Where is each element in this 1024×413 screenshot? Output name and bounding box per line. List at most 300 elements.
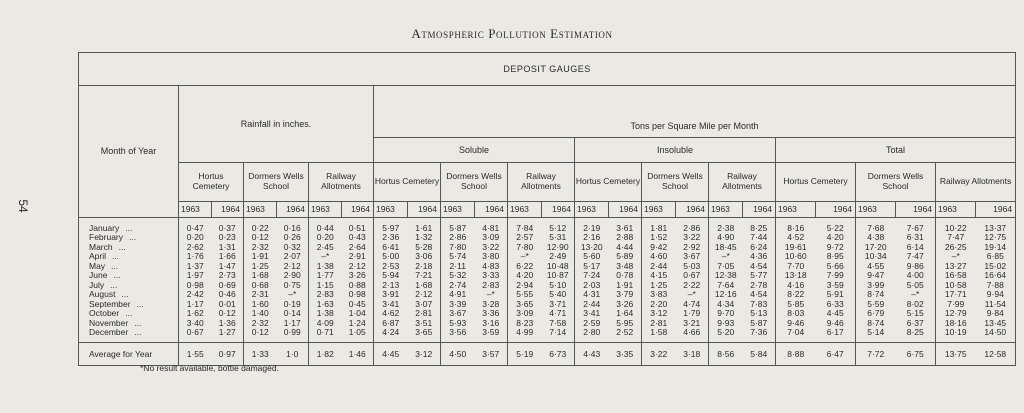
table-cell: 3·09 <box>508 309 542 319</box>
table-cell: 18·45 <box>709 242 743 252</box>
table-cell: 2·53 <box>374 261 408 271</box>
month-label: September <box>89 298 131 309</box>
table-cell: 7·83 <box>750 298 768 309</box>
table-cell: 6·22 <box>508 261 542 271</box>
table-cell: 3·12 <box>642 309 676 319</box>
table-cell: 0·19 <box>283 298 301 309</box>
year-1964-header: 1964 <box>743 202 776 218</box>
table-cell: 3·35 <box>609 343 642 366</box>
table-cell: 9·42 <box>642 242 676 252</box>
table-cell: 2·52 <box>616 327 634 337</box>
table-cell: 5·40 <box>549 289 567 299</box>
table-cell: 3·22 <box>683 232 701 242</box>
table-cell: 1·91 <box>616 279 634 290</box>
table-cell: 0·71 <box>309 328 342 343</box>
table-cell: 3·41 <box>575 309 609 319</box>
site-hortus: Hortus Cemetery <box>374 163 441 202</box>
year-1963-header: 1963 <box>575 202 609 218</box>
table-cell: 4·36 <box>750 251 768 261</box>
table-cell: 1·64 <box>616 308 634 318</box>
table-cell: 0·51 <box>348 222 366 233</box>
table-cell: 15·02 <box>976 261 1016 271</box>
table-cell: 5·87 <box>441 218 475 233</box>
year-1964-header: 1964 <box>609 202 642 218</box>
table-cell: 7·24 <box>575 271 609 281</box>
table-cell: 17·20 <box>856 242 896 252</box>
table-cell: 0·20 <box>309 233 342 243</box>
month-label: July <box>89 279 105 290</box>
table-cell: 9·47 <box>856 271 896 281</box>
table-cell: 1·66 <box>218 251 236 261</box>
table-cell: –* <box>486 289 495 299</box>
table-cell: 2·03 <box>575 280 609 290</box>
table-cell: 7·70 <box>776 261 816 271</box>
table-cell: 5·97 <box>374 218 408 233</box>
table-cell: 5·87 <box>750 317 768 328</box>
year-1963-header: 1963 <box>244 202 277 218</box>
site-dormers: Dormers Wells School <box>642 163 709 202</box>
table-cell: 3·40 <box>179 318 212 328</box>
table-cell: 5·85 <box>776 299 816 309</box>
table-cell: 6·37 <box>906 317 924 328</box>
table-cell: –* <box>687 289 696 299</box>
table-cell: 1·62 <box>179 309 212 319</box>
year-1964-header: 1964 <box>408 202 441 218</box>
table-cell: 2·45 <box>309 242 342 252</box>
table-cell: 1·68 <box>415 279 433 290</box>
table-cell: 10·19 <box>936 328 976 343</box>
year-1963-header: 1963 <box>936 202 976 218</box>
table-row <box>79 218 1016 233</box>
table-cell: 12·16 <box>709 290 743 300</box>
table-cell: 1·58 <box>642 328 676 343</box>
year-1964-header: 1964 <box>976 202 1016 218</box>
table-row <box>79 328 1016 343</box>
leader-dots: ... <box>111 260 119 271</box>
table-cell: 4·81 <box>482 222 500 233</box>
year-1964-header: 1964 <box>896 202 936 218</box>
table-cell: 13·27 <box>936 261 976 271</box>
table-cell: 6·41 <box>374 242 408 252</box>
table-cell: 4·60 <box>642 252 676 262</box>
table-cell: 0·67 <box>683 270 701 280</box>
table-cell: 5·32 <box>441 271 475 281</box>
table-cell: 3·71 <box>549 298 567 309</box>
table-cell: 0·23 <box>218 232 236 242</box>
table-cell: 10·34 <box>856 252 896 262</box>
table-cell: 3·99 <box>856 280 896 290</box>
table-cell: 2·83 <box>309 290 342 300</box>
table-cell: 1·77 <box>309 271 342 281</box>
table-cell: 1·27 <box>218 327 236 337</box>
table-cell: 17·71 <box>936 290 976 300</box>
table-cell: 3·59 <box>826 279 844 290</box>
table-cell: 1·60 <box>244 299 277 309</box>
table-cell: 7·67 <box>906 222 924 233</box>
table-cell: 0·88 <box>348 279 366 290</box>
table-cell: 9·70 <box>709 309 743 319</box>
table-cell: 1·47 <box>218 260 236 271</box>
table-cell: 7·14 <box>549 327 567 337</box>
table-cell: –* <box>936 252 976 262</box>
table-cell: 3·16 <box>482 317 500 328</box>
table-cell: 2·83 <box>482 279 500 290</box>
table-cell: 2·11 <box>441 261 475 271</box>
table-cell: 5·60 <box>575 252 609 262</box>
table-cell: 2·62 <box>179 242 212 252</box>
table-cell: 1·61 <box>415 222 433 233</box>
soluble-header: Soluble <box>374 138 575 163</box>
table-cell: 5·84 <box>743 343 776 366</box>
year-1964-header: 1964 <box>342 202 374 218</box>
table-cell: 10·48 <box>546 260 569 271</box>
table-cell: 4·90 <box>709 233 743 243</box>
table-cell: 6·33 <box>826 298 844 309</box>
table-cell: 5·03 <box>683 260 701 271</box>
table-cell: 13·45 <box>976 318 1016 328</box>
table-cell: 0·69 <box>218 279 236 290</box>
table-cell: 7·04 <box>776 328 816 343</box>
table-cell: 1·76 <box>179 252 212 262</box>
table-cell: 2·86 <box>441 233 475 243</box>
table-cell: 10·58 <box>936 280 976 290</box>
table-cell: 3·21 <box>683 317 701 328</box>
leader-dots: ... <box>125 222 133 233</box>
table-cell: 14·50 <box>976 328 1016 343</box>
table-cell: 3·59 <box>482 327 500 337</box>
table-cell: 5·89 <box>616 251 634 261</box>
table-cell: 0·14 <box>283 308 301 318</box>
table-cell: 4·52 <box>776 233 816 243</box>
table-cell: 4·45 <box>826 308 844 318</box>
table-cell: 4·16 <box>776 280 816 290</box>
year-1963-header: 1963 <box>508 202 542 218</box>
table-cell: 1·33 <box>244 343 277 366</box>
month-label: January <box>89 222 120 233</box>
table-cell: 4·54 <box>750 260 768 271</box>
table-cell: 1·68 <box>244 271 277 281</box>
table-cell: 1·0 <box>277 343 309 366</box>
leader-dots: ... <box>134 317 142 328</box>
table-cell: 3·18 <box>676 343 709 366</box>
table-cell: 12·58 <box>976 343 1016 366</box>
table-cell: 8·16 <box>776 218 816 233</box>
table-cell: 3·79 <box>616 289 634 299</box>
year-1964-header: 1964 <box>542 202 575 218</box>
month-label: April <box>89 251 107 261</box>
table-cell: 6·75 <box>896 343 936 366</box>
table-cell: 9·86 <box>906 260 924 271</box>
site-dormers: Dormers Wells School <box>244 163 309 202</box>
table-cell: 0·99 <box>283 327 301 337</box>
table-cell: –* <box>508 252 542 262</box>
site-hortus: Hortus Cemetery <box>575 163 642 202</box>
table-cell: 10·60 <box>776 252 816 262</box>
leader-dots: ... <box>134 327 142 337</box>
page-title: Atmospheric Pollution Estimation <box>411 26 613 41</box>
table-cell: 0·68 <box>244 280 277 290</box>
table-cell: 3·28 <box>482 298 500 309</box>
table-cell: 12·90 <box>546 241 569 252</box>
table-row <box>79 252 1016 262</box>
tons-header: Tons per Square Mile per Month <box>374 86 1016 138</box>
table-cell: 2·18 <box>415 260 433 271</box>
site-railway: Railway Allotments <box>508 163 575 202</box>
table-cell: 19·14 <box>976 242 1016 252</box>
table-cell: 4·15 <box>642 271 676 281</box>
table-cell: 3·06 <box>415 251 433 261</box>
month-label: June <box>89 270 108 280</box>
table-cell: 0·46 <box>218 289 236 299</box>
table-cell: 1·97 <box>179 271 212 281</box>
table-cell: 7·64 <box>709 280 743 290</box>
year-1963-header: 1963 <box>856 202 896 218</box>
leader-dots: ... <box>110 279 118 290</box>
year-1964-header: 1964 <box>475 202 508 218</box>
table-cell: 1·04 <box>348 308 366 318</box>
table-cell: 6·31 <box>906 232 924 242</box>
table-cell: 2·32 <box>244 318 277 328</box>
table-cell: 1·31 <box>218 241 236 252</box>
site-hortus: Hortus Cemetery <box>776 163 856 202</box>
table-cell: 4·62 <box>374 309 408 319</box>
table-cell: 2·73 <box>218 270 236 280</box>
table-cell: 5·74 <box>441 252 475 262</box>
table-cell: 0·32 <box>283 241 301 252</box>
table-cell: 3·26 <box>348 270 366 280</box>
table-cell: 4·20 <box>826 232 844 242</box>
table-cell: 0·97 <box>212 343 244 366</box>
table-cell: 12·75 <box>976 233 1016 243</box>
table-cell: 7·47 <box>906 251 924 261</box>
table-cell: 13·37 <box>976 218 1016 233</box>
table-cell: 4·00 <box>906 270 924 280</box>
table-cell: 12·79 <box>936 309 976 319</box>
table-cell: 3·51 <box>415 317 433 328</box>
table-cell: 1·52 <box>642 233 676 243</box>
table-cell: 4·43 <box>575 343 609 366</box>
table-cell: 2·74 <box>441 280 475 290</box>
table-cell: 5·91 <box>826 289 844 299</box>
table-cell: 1·46 <box>342 343 374 366</box>
table-cell: 3·41 <box>374 299 408 309</box>
table-cell: 18·16 <box>936 318 976 328</box>
table-cell: 0·12 <box>218 308 236 318</box>
table-cell: 3·67 <box>683 251 701 261</box>
table-cell: 5·15 <box>906 308 924 318</box>
table-cell: 3·61 <box>616 222 634 233</box>
month-label: August <box>89 289 116 299</box>
table-cell: 9·46 <box>776 318 816 328</box>
table-row <box>79 309 1016 319</box>
table-cell: 0·98 <box>348 289 366 299</box>
table-cell: 2·13 <box>374 280 408 290</box>
table-cell: 3·80 <box>482 251 500 261</box>
table-cell: 0·75 <box>283 279 301 290</box>
table-cell: 9·72 <box>826 241 844 252</box>
table-cell: 4·83 <box>482 260 500 271</box>
site-dormers: Dormers Wells School <box>856 163 936 202</box>
year-1964-header: 1964 <box>212 202 244 218</box>
month-label: May <box>89 260 106 271</box>
site-dormers: Dormers Wells School <box>441 163 508 202</box>
table-cell: 8·95 <box>826 251 844 261</box>
table-cell: 2·86 <box>683 222 701 233</box>
table-cell: 5·22 <box>826 222 844 233</box>
site-railway: Railway Allotments <box>936 163 1016 202</box>
table-cell: 7·84 <box>508 218 542 233</box>
table-cell: 6·87 <box>374 318 408 328</box>
table-cell: 7·58 <box>549 317 567 328</box>
table-cell: 2·44 <box>575 299 609 309</box>
table-cell: 7·80 <box>508 242 542 252</box>
table-cell: 1·37 <box>179 261 212 271</box>
table-cell: 6·73 <box>542 343 575 366</box>
site-railway: Railway Allotments <box>709 163 776 202</box>
table-cell: 6·85 <box>976 252 1016 262</box>
deposit-gauges-header: DEPOSIT GAUGES <box>79 53 1016 86</box>
table-cell: 0·22 <box>244 218 277 233</box>
table-cell: 4·91 <box>441 290 475 300</box>
table-cell: 16·58 <box>936 271 976 281</box>
table-row <box>79 271 1016 281</box>
table-cell: 3·07 <box>415 298 433 309</box>
table-cell: 4·44 <box>616 241 634 252</box>
table-cell: 2·12 <box>415 289 433 299</box>
deposit-gauges-table <box>78 52 1016 366</box>
table-cell: 7·44 <box>750 232 768 242</box>
table-cell: 1·25 <box>642 280 676 290</box>
table-cell: –* <box>288 289 297 299</box>
table-cell: 5·13 <box>750 308 768 318</box>
year-1963-header: 1963 <box>441 202 475 218</box>
table-cell: 2·94 <box>508 280 542 290</box>
table-cell: 5·66 <box>826 260 844 271</box>
table-cell: 2·78 <box>750 279 768 290</box>
table-cell: 6·14 <box>906 241 924 252</box>
table-cell: 0·47 <box>179 218 212 233</box>
table-cell: 7·05 <box>709 261 743 271</box>
table-cell: 1·24 <box>348 317 366 328</box>
leader-dots: ... <box>125 308 133 318</box>
table-cell: 2·19 <box>575 218 609 233</box>
table-cell: 4·50 <box>441 343 475 366</box>
table-cell: 4·24 <box>374 328 408 343</box>
table-cell: 5·28 <box>415 241 433 252</box>
table-cell: 2·91 <box>348 251 366 261</box>
table-cell: 2·16 <box>575 233 609 243</box>
table-cell: 2·12 <box>283 260 301 271</box>
table-cell: 8·02 <box>906 298 924 309</box>
year-1964-header: 1964 <box>816 202 856 218</box>
table-cell: 2·12 <box>348 260 366 271</box>
table-cell: 3·39 <box>441 299 475 309</box>
table-cell: 4·38 <box>856 233 896 243</box>
table-cell: 9·84 <box>976 309 1016 319</box>
month-label: October <box>89 308 120 318</box>
month-label: Average for Year <box>89 348 153 359</box>
table-cell: 2·88 <box>616 232 634 242</box>
table-cell: 1·36 <box>218 317 236 328</box>
table-cell: 3·09 <box>482 232 500 242</box>
year-1963-header: 1963 <box>776 202 816 218</box>
table-cell: 2·20 <box>642 299 676 309</box>
table-cell: 5·94 <box>374 271 408 281</box>
leader-dots: ... <box>113 270 121 280</box>
table-cell: 5·14 <box>856 328 896 343</box>
table-cell: 16·64 <box>976 271 1016 281</box>
table-cell: 6·24 <box>750 241 768 252</box>
table-cell: 1·79 <box>683 308 701 318</box>
site-railway: Railway Allotments <box>309 163 374 202</box>
table-cell: 8·22 <box>776 290 816 300</box>
table-cell: 8·25 <box>906 327 924 337</box>
table-cell: 2·90 <box>283 270 301 280</box>
table-cell: 4·09 <box>309 318 342 328</box>
table-cell: 5·93 <box>441 318 475 328</box>
table-cell: 7·36 <box>750 327 768 337</box>
table-cell: 5·12 <box>549 222 567 233</box>
table-cell: 2·38 <box>709 218 743 233</box>
table-cell: 7·99 <box>826 270 844 280</box>
leader-dots: ... <box>118 241 126 252</box>
table-cell: 5·77 <box>750 270 768 280</box>
table-cell: 2·57 <box>508 233 542 243</box>
table-cell: 4·66 <box>683 327 701 337</box>
year-1964-header: 1964 <box>277 202 309 218</box>
table-cell: 7·47 <box>936 233 976 243</box>
table-cell: 4·74 <box>683 298 701 309</box>
table-cell: 5·17 <box>575 261 609 271</box>
table-cell: 0·43 <box>348 232 366 242</box>
table-cell: 1·17 <box>283 317 301 328</box>
total-header: Total <box>776 138 1016 163</box>
table-cell: 3·65 <box>415 327 433 337</box>
table-cell: –* <box>309 252 342 262</box>
table-cell: 3·48 <box>616 260 634 271</box>
table-cell: 0·12 <box>244 328 277 343</box>
table-cell: 5·05 <box>906 279 924 290</box>
table-cell: 13·18 <box>776 271 816 281</box>
table-cell: 7·72 <box>856 343 896 366</box>
table-cell: 6·17 <box>826 327 844 337</box>
year-1964-header: 1964 <box>676 202 709 218</box>
table-cell: 1·15 <box>309 280 342 290</box>
table-cell: 7·88 <box>976 280 1016 290</box>
table-cell: 8·74 <box>856 290 896 300</box>
table-cell: 2·59 <box>575 318 609 328</box>
year-1963-header: 1963 <box>309 202 342 218</box>
table-cell: 9·46 <box>826 317 844 328</box>
table-cell: 8·88 <box>776 343 816 366</box>
table-cell: 2·07 <box>283 251 301 261</box>
table-cell: 5·55 <box>508 290 542 300</box>
table-cell: 3·22 <box>642 343 676 366</box>
page-number: 54 <box>16 199 30 213</box>
table-cell: 1·05 <box>348 327 366 337</box>
table-cell: 1·82 <box>309 343 342 366</box>
table-cell: 3·83 <box>642 290 676 300</box>
year-1963-header: 1963 <box>642 202 676 218</box>
table-cell: 2·49 <box>549 251 567 261</box>
table-cell: 2·81 <box>415 308 433 318</box>
table-cell: 12·38 <box>709 271 743 281</box>
table-row <box>79 290 1016 300</box>
table-cell: 4·54 <box>750 289 768 299</box>
table-cell: 1·25 <box>244 261 277 271</box>
table-cell: 7·68 <box>856 218 896 233</box>
table-cell: 5·95 <box>616 317 634 328</box>
